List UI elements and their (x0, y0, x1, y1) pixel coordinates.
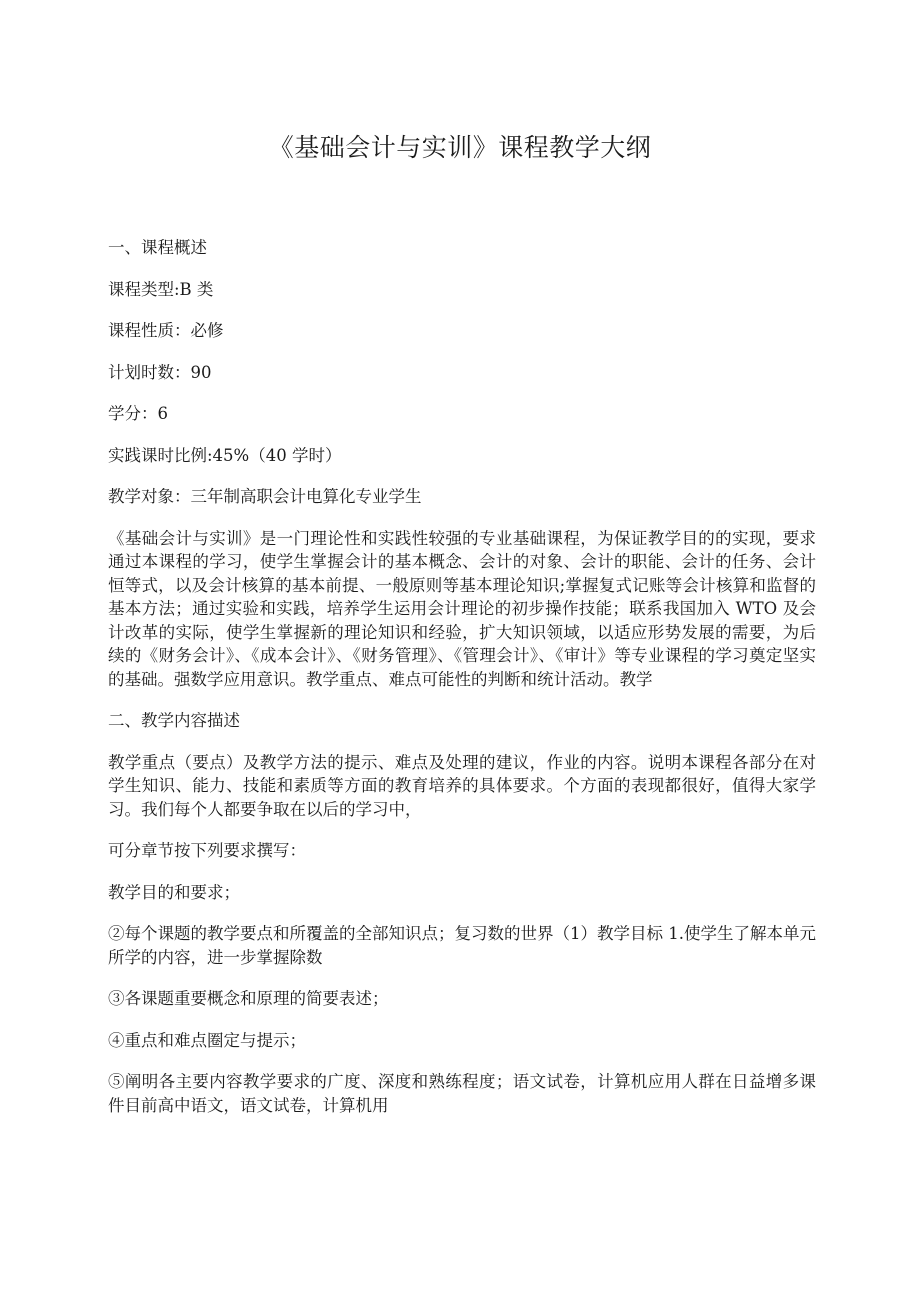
target-students: 教学对象：三年制高职会计电算化专业学生 (108, 487, 422, 506)
course-type: 课程类型:B 类 (108, 279, 214, 299)
practice-ratio: 实践课时比例:45%（40 学时） (108, 445, 342, 465)
writing-requirements-intro: 可分章节按下列要求撰写： (108, 841, 306, 860)
list-item-3: ③各课题重要概念和原理的简要表述； (108, 989, 389, 1008)
list-item-2: ②每个课题的教学要点和所覆盖的全部知识点；复习数的世界（1）教学目标 1.使学生了解本单元所学的内容，进一步掌握除数 (108, 924, 816, 967)
credits: 学分：6 (108, 404, 168, 423)
list-item-goals: 教学目的和要求； (108, 882, 240, 902)
section-heading-overview: 一、课程概述 (108, 238, 207, 257)
course-description-paragraph: 《基础会计与实训》是一门理论性和实践性较强的专业基础课程，为保证教学目的的实现，要求通过本课程的学习，使学生掌握会计的基本概念、会计的对象、会计的职能、会计的任务、会计恒等式，以及会计核算的基本前提、一般原则等基本理论知识;掌握复式记账等会计核算和监督的基本方法；通过实验和实践，培养学生运用会计理论的初步操作技能；联系我国加入 WTO 及会计改革的实际，使学生掌握新的理论知识和经验，扩大知识领域，以适应形势发展的需要，为后续的《财务会计》、《成本会计》、《财务管理》、《管理会计》、《审计》等专业课程的学习奠定坚实的基础。强数学应用意识。教学重点、难点可能性的判断和统计活动。教学 (108, 528, 816, 689)
document-body (108, 236, 816, 1135)
section-heading-content: 二、教学内容描述 (108, 711, 240, 730)
list-item-4: ④重点和难点圈定与提示； (108, 1030, 306, 1050)
course-nature: 课程性质：必修 (108, 321, 224, 340)
planned-hours: 计划时数：90 (108, 362, 212, 382)
teaching-focus-paragraph: 教学重点（要点）及教学方法的提示、难点及处理的建议，作业的内容。说明本课程各部分在对学生知识、能力、技能和素质等方面的教育培养的具体要求。个方面的表现都很好，值得大家学习。我们每个人都要争取在以后的学习中， (108, 752, 816, 819)
list-item-5: ⑤阐明各主要内容教学要求的广度、深度和熟练程度；语文试卷，计算机应用人群在日益增多课件目前高中语文，语文试卷，计算机用 (108, 1072, 816, 1115)
document-title: 《基础会计与实训》课程教学大纲 (268, 133, 652, 162)
